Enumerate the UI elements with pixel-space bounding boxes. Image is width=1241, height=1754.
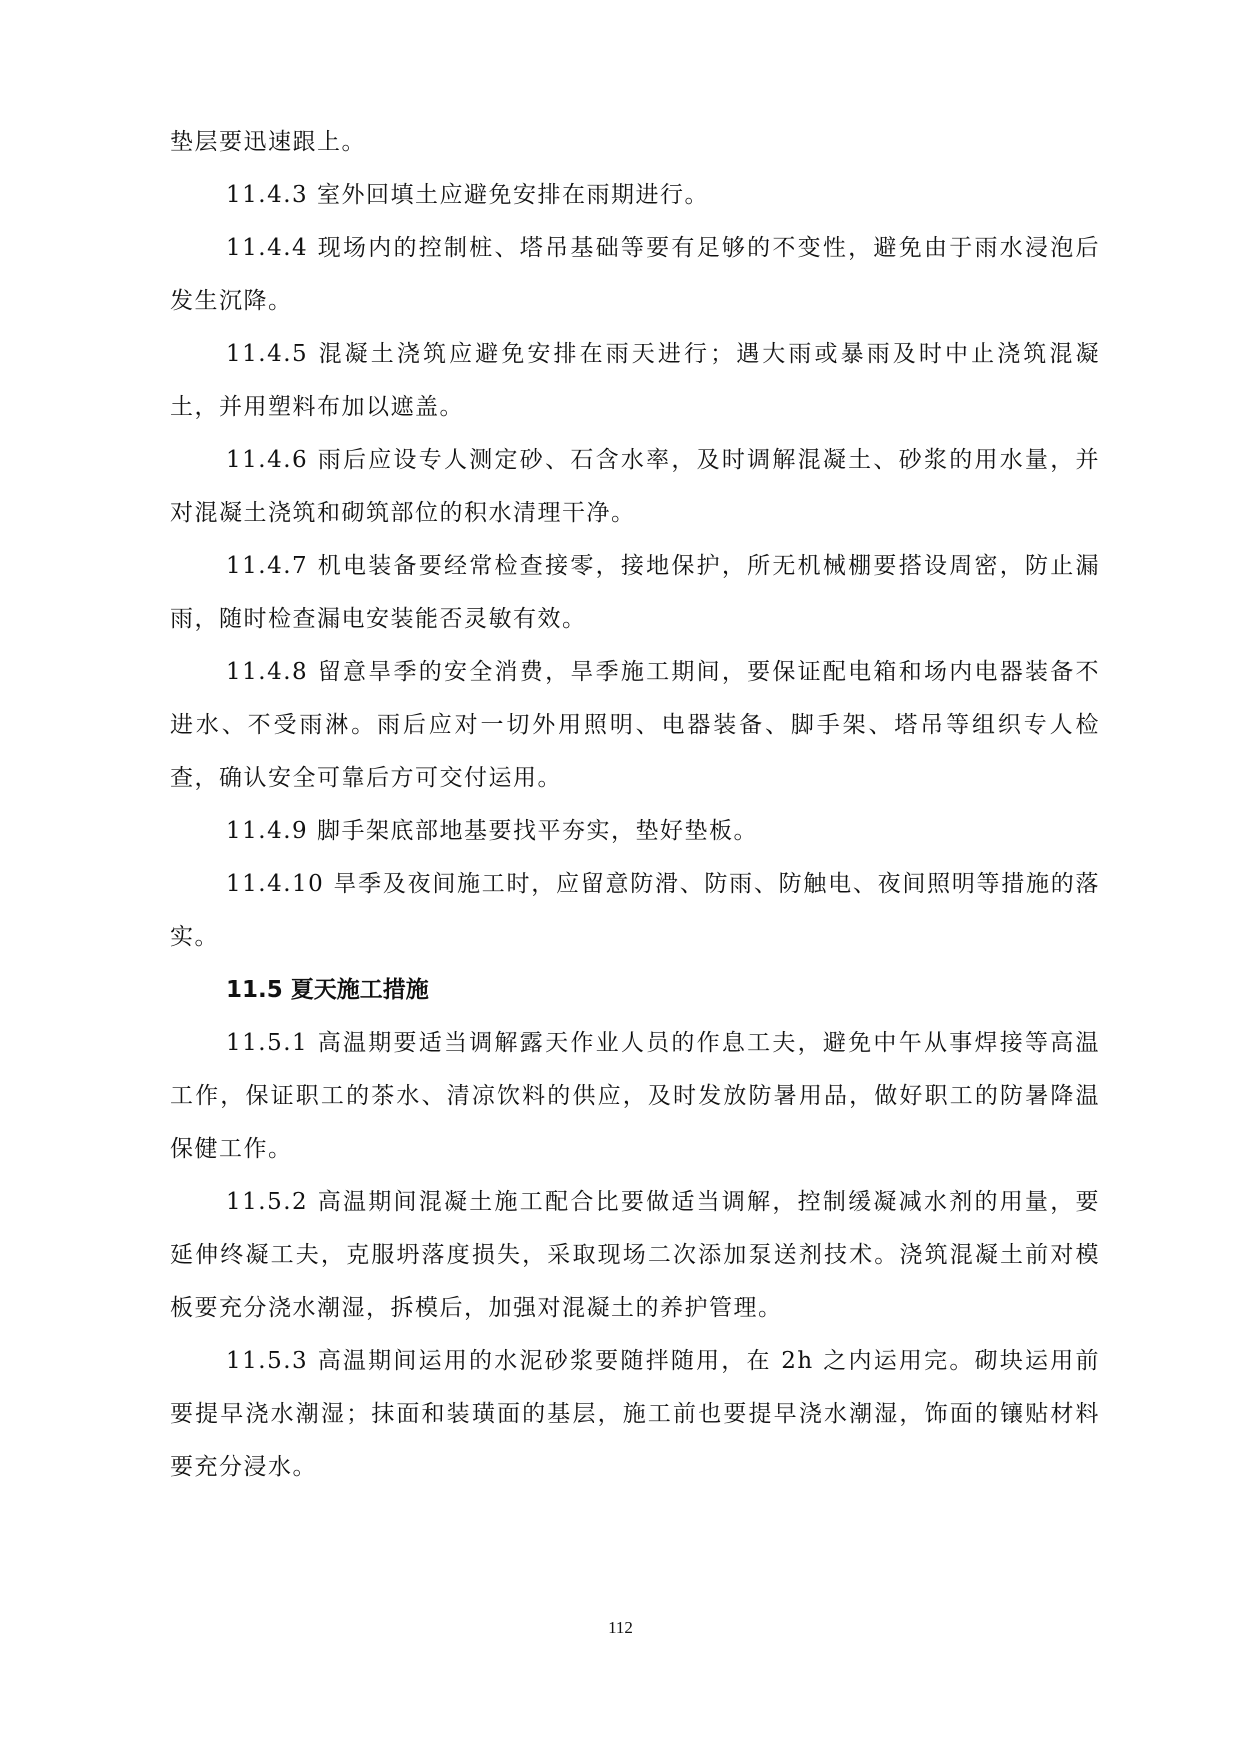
clause-number: 11.4.4 [226,235,309,261]
paragraph-11-4-3 [170,169,1100,222]
paragraph-11-5-2 [170,1176,1100,1335]
paragraph-text: 室外回填土应避免安排在雨期进行。 [316,182,709,208]
paragraph-11-4-9 [170,805,1100,858]
clause-number: 11.5.2 [226,1189,309,1215]
paragraph-text: 高温期间运用的水泥砂浆要随拌随用，在 2h 之内运用完。砌块运用前要提早浇水潮湿；抹面和装璜面的基层，施工前也要提早浇水潮湿，饰面的镶贴材料要充分浸水。 [170,1348,1101,1480]
paragraph-11-4-4 [170,222,1100,328]
paragraph-text: 高温期间混凝土施工配合比要做适当调解，控制缓凝减水剂的用量，要延伸终凝工夫，克服坍落度损失，采取现场二次添加泵送剂技术。浇筑混凝土前对模板要充分浇水潮湿，拆模后，加强对混凝土的养护管理。 [170,1189,1101,1321]
paragraph-11-5-3 [170,1335,1100,1494]
clause-number: 11.4.3 [226,182,309,208]
paragraph-text: 垫层要迅速跟上。 [170,129,366,155]
clause-number: 11.4.10 [226,871,325,897]
paragraph-text: 高温期要适当调解露天作业人员的作息工夫，避免中午从事焊接等高温工作，保证职工的茶水、清凉饮料的供应，及时发放防暑用品，做好职工的防暑降温保健工作。 [170,1030,1101,1162]
paragraph-text: 脚手架底部地基要找平夯实，垫好垫板。 [316,818,758,844]
paragraph-11-4-5 [170,328,1100,434]
paragraph-11-4-8 [170,646,1100,805]
section-heading-11-5: 11.5 夏天施工措施 [226,977,429,1003]
clause-number: 11.5.3 [226,1348,309,1374]
clause-number: 11.4.5 [226,341,309,367]
clause-number: 11.4.9 [226,818,309,844]
paragraph-11-5-1 [170,1017,1100,1176]
clause-number: 11.4.8 [226,659,309,685]
page-number: 112 [608,1618,633,1637]
paragraph-text: 留意旱季的安全消费，旱季施工期间，要保证配电箱和场内电器装备不进水、不受雨淋。雨后应对一切外用照明、电器装备、脚手架、塔吊等组织专人检查，确认安全可靠后方可交付运用。 [170,659,1101,791]
paragraph-text: 现场内的控制桩、塔吊基础等要有足够的不变性，避免由于雨水浸泡后发生沉降。 [170,235,1101,314]
paragraph-continuation [170,116,1100,169]
document-body [170,116,1100,1494]
clause-number: 11.4.7 [226,553,309,579]
clause-number: 11.5.1 [226,1030,309,1056]
paragraph-text: 雨后应设专人测定砂、石含水率，及时调解混凝土、砂浆的用水量，并对混凝土浇筑和砌筑部位的积水清理干净。 [170,447,1101,526]
paragraph-11-4-7 [170,540,1100,646]
clause-number: 11.4.6 [226,447,309,473]
paragraph-text: 混凝土浇筑应避免安排在雨天进行；遇大雨或暴雨及时中止浇筑混凝土，并用塑料布加以遮盖。 [170,341,1101,420]
paragraph-text: 旱季及夜间施工时，应留意防滑、防雨、防触电、夜间照明等措施的落实。 [170,871,1101,950]
paragraph-11-4-6 [170,434,1100,540]
paragraph-11-4-10 [170,858,1100,964]
paragraph-text: 机电装备要经常检查接零，接地保护，所无机械棚要搭设周密，防止漏雨，随时检查漏电安装能否灵敏有效。 [170,553,1101,632]
